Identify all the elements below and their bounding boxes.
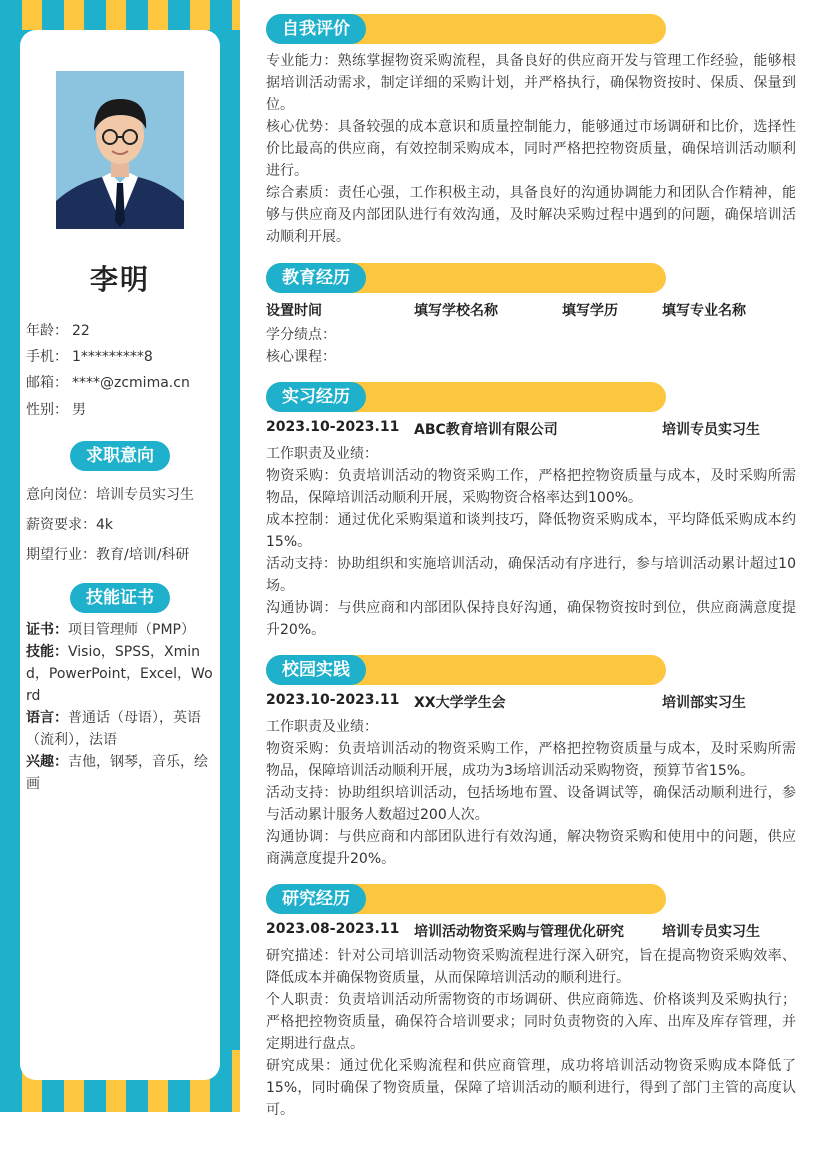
self-eval-text (266, 50, 796, 248)
internship-text (266, 443, 796, 641)
internship-role: 培训专员实习生 (662, 422, 760, 438)
skill-tools: 技能：Visio，SPSS，Xmind，PowerPoint，Excel，Word (26, 644, 213, 704)
section-education-header (266, 263, 666, 293)
campus-time: 2023.10-2023.11 (266, 692, 400, 708)
campus-line: 工作职责及业绩： (266, 719, 378, 735)
info-age: 年龄： 22 (26, 323, 90, 339)
campus-org: XX大学学生会 (414, 695, 506, 711)
campus-text (266, 716, 796, 870)
campus-line: 物资采购：负责培训活动的物资采购工作，严格把控物资质量与成本，及时采购所需物品，保障培训活动顺利开展，成功为3场培训活动采购物资，预算节省15%。 (266, 741, 796, 779)
campus-line: 活动支持：协助组织培训活动，包括场地布置、设备调试等，确保活动顺利进行，参与活动累计服务人数超过200人次。 (266, 785, 796, 823)
section-campus-header (266, 655, 666, 685)
internship-line: 沟通协调：与供应商和内部团队保持良好沟通，确保物资按时到位，供应商满意度提升20%。 (266, 600, 796, 638)
research-row (266, 921, 796, 943)
section-title: 教育经历 (266, 263, 366, 293)
candidate-name: 李明 (89, 263, 150, 296)
section-title: 校园实践 (266, 655, 366, 685)
intent-salary: 薪资要求：4k (26, 517, 114, 533)
section-self-eval-header (266, 14, 666, 44)
section-title: 研究经历 (266, 884, 366, 914)
section-research-header (266, 884, 666, 914)
avatar-illustration (56, 71, 184, 229)
research-line: 研究描述：针对公司培训活动物资采购流程进行深入研究，旨在提高物资采购效率、降低成本并确保物资质量，从而保障培训活动的顺利进行。 (266, 948, 796, 986)
internship-line: 物资采购：负责培训活动的物资采购工作，严格把控物资质量与成本，及时采购所需物品，保障培训活动顺利开展，采购物资合格率达到100%。 (266, 468, 796, 506)
skills-heading: 技能证书 (70, 583, 170, 613)
skill-cert: 证书：项目管理师（PMP） (26, 622, 195, 638)
section-title: 自我评价 (266, 14, 366, 44)
research-text (266, 945, 796, 1121)
profile-photo (56, 71, 184, 229)
research-time: 2023.08-2023.11 (266, 921, 400, 937)
self-eval-para: 综合素质：责任心强，工作积极主动，具备良好的沟通协调能力和团队合作精神，能够与供应商及内部团队进行有效沟通，及时解决采购过程中遇到的问题，确保培训活动顺利开展。 (266, 185, 796, 245)
education-details (266, 324, 796, 368)
research-role: 培训专员实习生 (662, 924, 760, 940)
education-major: 填写专业名称 (662, 303, 746, 319)
campus-role: 培训部实习生 (662, 695, 746, 711)
self-eval-para: 专业能力：熟练掌握物资采购流程，具备良好的供应商开发与管理工作经验，能够根据培训活动需求，制定详细的采购计划，并严格执行，确保物资按时、保质、保量到位。 (266, 53, 796, 113)
section-title: 实习经历 (266, 382, 366, 412)
campus-row (266, 692, 796, 714)
campus-line: 沟通协调：与供应商和内部团队进行有效沟通，解决物资采购和使用中的问题，供应商满意度提升20%。 (266, 829, 796, 867)
internship-line: 成本控制：通过优化采购渠道和谈判技巧，降低物资采购成本，平均降低采购成本约15%。 (266, 512, 796, 550)
info-phone: 手机： 1*********8 (26, 349, 153, 365)
skills-list (26, 619, 214, 795)
education-row (266, 300, 796, 322)
internship-org: ABC教育培训有限公司 (414, 422, 558, 438)
skill-interests: 兴趣：吉他，钢琴，音乐，绘画 (26, 754, 208, 792)
research-line: 研究成果：通过优化采购流程和供应商管理，成功将培训活动物资采购成本降低了15%，同时确保了物资质量，保障了培训活动的顺利进行，得到了部门主管的高度认可。 (266, 1058, 796, 1118)
intent-industry: 期望行业：教育/培训/科研 (26, 547, 190, 563)
education-time: 设置时间 (266, 303, 322, 319)
profile-card (20, 30, 220, 1080)
education-school: 填写学校名称 (414, 303, 498, 319)
intent-heading: 求职意向 (70, 441, 170, 471)
internship-line: 工作职责及业绩： (266, 446, 378, 462)
internship-line: 活动支持：协助组织和实施培训活动，确保活动有序进行，参与培训活动累计超过10场。 (266, 556, 796, 594)
skill-language: 语言：普通话（母语），英语（流利），法语 (26, 710, 201, 748)
section-internship-header (266, 382, 666, 412)
education-gpa: 学分绩点： (266, 327, 336, 343)
education-courses: 核心课程： (266, 349, 336, 365)
info-gender: 性别： 男 (26, 402, 86, 418)
internship-row (266, 419, 796, 441)
info-email: 邮箱： ****@zcmima.cn (26, 375, 190, 391)
internship-time: 2023.10-2023.11 (266, 419, 400, 435)
intent-position: 意向岗位：培训专员实习生 (26, 487, 194, 503)
education-degree: 填写学历 (562, 303, 618, 319)
research-line: 个人职责：负责培训活动所需物资的市场调研、供应商筛选、价格谈判及采购执行；严格把控物资质量，确保符合培训要求；同时负责物资的入库、出库及库存管理，并定期进行盘点。 (266, 992, 796, 1052)
research-topic: 培训活动物资采购与管理优化研究 (414, 924, 624, 940)
self-eval-para: 核心优势：具备较强的成本意识和质量控制能力，能够通过市场调研和比价，选择性价比最高的供应商，有效控制采购成本，同时严格把控物资质量，确保培训活动顺利进行。 (266, 119, 796, 179)
